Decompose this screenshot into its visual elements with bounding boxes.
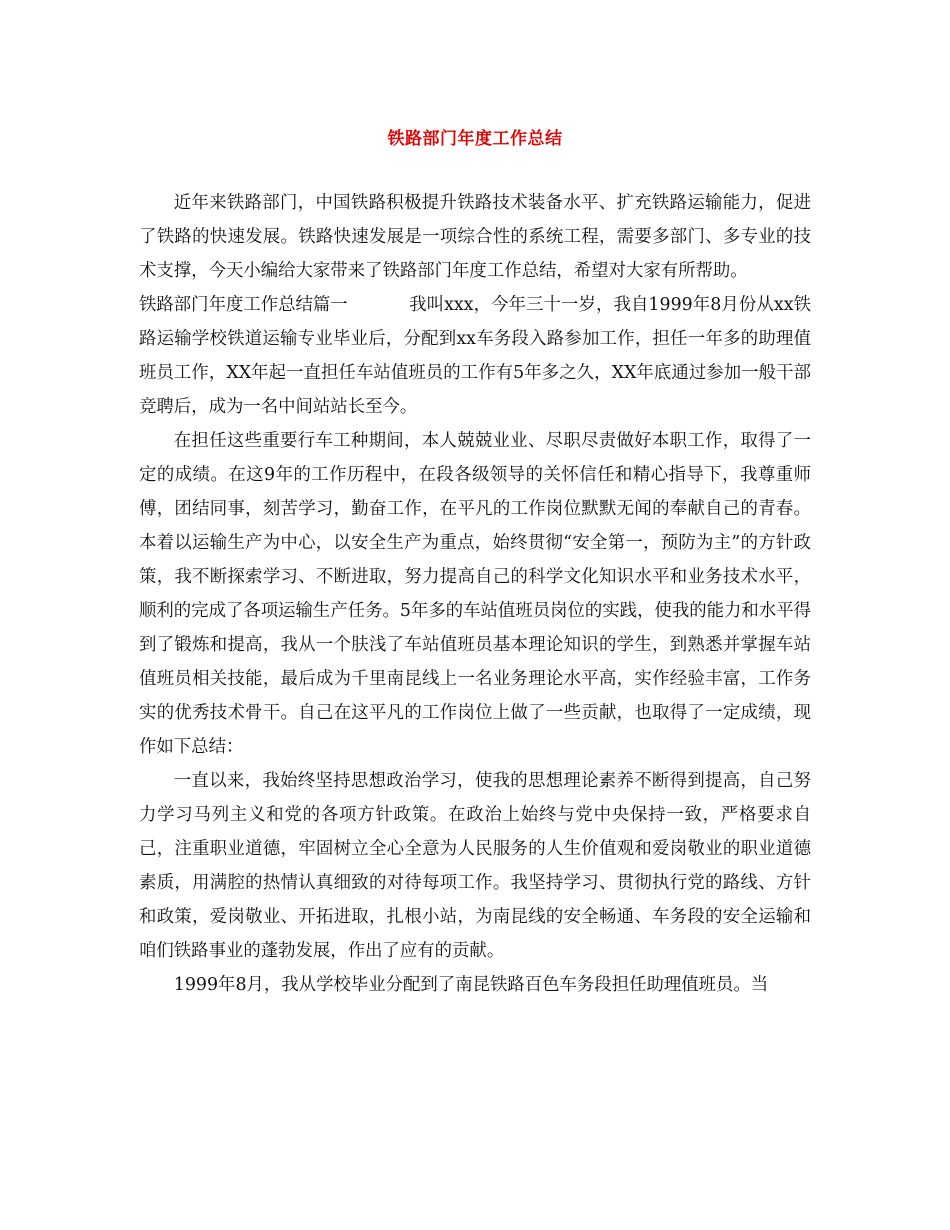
body-paragraph-2: 一直以来，我始终坚持思想政治学习，使我的思想理论素养不断得到提高，自己努力学习马列主义和党的各项方针政策。在政治上始终与党中央保持一致，严格要求自己，注重职业道德，牢固树立全心全意为人民服务的人生价值观和爱岗敬业的职业道德素质，用满腔的热情认真细致的对待每项工作。我坚持学习、贯彻执行党的路线、方针和政策，爱岗敬业、开拓进取，扎根小站，为南昆线的安全畅通、车务段的安全运输和咱们铁路事业的蓬勃发展，作出了应有的贡献。 — [139, 771, 811, 961]
document-body — [139, 186, 811, 1002]
section-first-paragraph: 我叫xxx，今年三十一岁，我自1999年8月份从xx铁路运输学校铁道运输专业毕业后，分配到xx车务段入路参加工作，担任一年多的助理值班员工作，XX年起一直担任车站值班员的工作有5年多之久，XX年底通过参加一般干部竞聘后，成为一名中间站站长至今。 — [139, 295, 811, 417]
body-paragraph-1: 在担任这些重要行车工种期间，本人兢兢业业、尽职尽责做好本职工作，取得了一定的成绩。在这9年的工作历程中，在段各级领导的关怀信任和精心指导下，我尊重师傅，团结同事，刻苦学习，勤奋工作，在平凡的工作岗位默默无闻的奉献自己的青春。本着以运输生产为中心，以安全生产为重点，始终贯彻“安全第一，预防为主”的方针政策，我不断探索学习、不断进取，努力提高自己的科学文化知识水平和业务技术水平，顺利的完成了各项运输生产任务。5年多的车站值班员岗位的实践，使我的能力和水平得到了锻炼和提高，我从一个肤浅了车站值班员基本理论知识的学生，到熟悉并掌握车站值班员相关技能，最后成为千里南昆线上一名业务理论水平高，实作经验丰富，工作务实的优秀技术骨干。自己在这平凡的工作岗位上做了一些贡献，也取得了一定成绩，现作如下总结： — [139, 431, 811, 757]
section-paragraph — [139, 288, 811, 424]
body-paragraph-3: 1999年8月，我从学校毕业分配到了南昆铁路百色车务段担任助理值班员。当 — [173, 975, 769, 995]
document-title: 铁路部门年度工作总结 — [387, 129, 563, 149]
intro-paragraph: 近年来铁路部门，中国铁路积极提升铁路技术装备水平、扩充铁路运输能力，促进了铁路的快速发展。铁路快速发展是一项综合性的系统工程，需要多部门、多专业的技术支撑，今天小编给大家带来了铁路部门年度工作总结，希望对大家有所帮助。 — [139, 193, 811, 281]
section-heading: 铁路部门年度工作总结篇一 — [139, 295, 348, 315]
